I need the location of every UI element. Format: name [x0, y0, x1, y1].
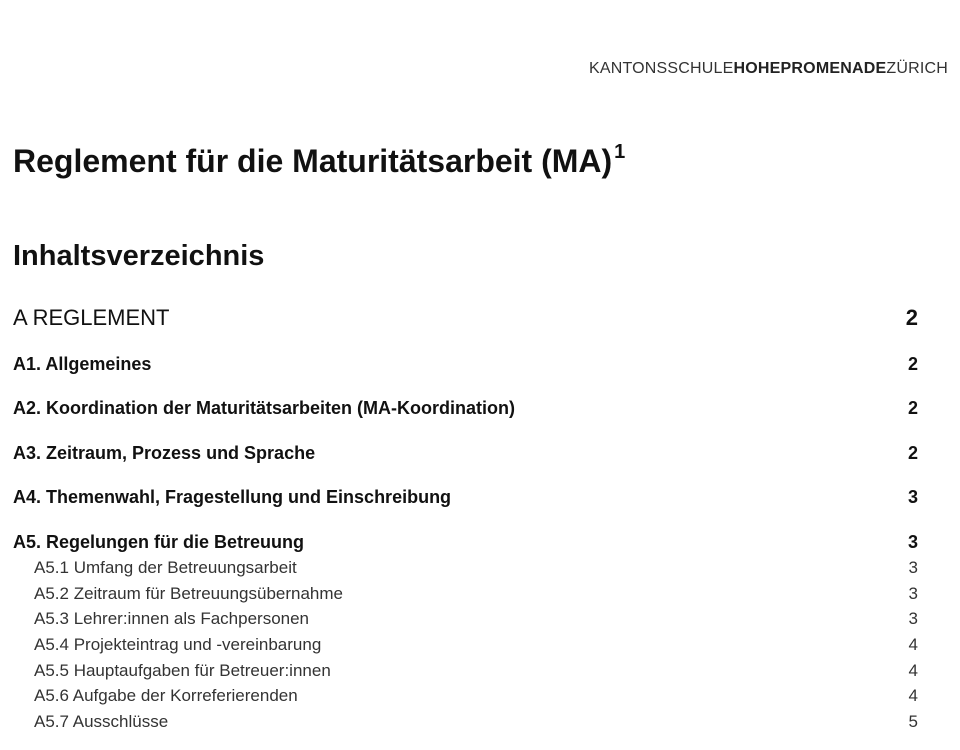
toc-heading: Inhaltsverzeichnis: [13, 240, 265, 272]
toc-entry-label: A5.4 Projekteintrag und -vereinbarung: [34, 635, 322, 654]
toc-entry-page: 3: [907, 487, 918, 507]
toc-entry-page: 4: [908, 686, 918, 705]
toc-entry-a2[interactable]: [13, 398, 918, 419]
toc-entry-label: A5.7 Ausschlüsse: [34, 712, 169, 731]
toc-entry-page: 2: [907, 398, 918, 418]
toc-entry-page: 5: [908, 712, 918, 731]
school-name-part2: HOHEPROMENADE: [733, 60, 887, 77]
toc-entry-a4[interactable]: [13, 487, 918, 508]
toc-entry-page: 4: [908, 661, 918, 680]
toc-entry-page: 2: [905, 305, 918, 330]
toc-entry-label: A1. Allgemeines: [13, 354, 152, 374]
toc-entry-page: 3: [908, 558, 918, 577]
toc-entry-a5-2[interactable]: [34, 584, 918, 604]
school-name-part1: KANTONSSCHULE: [588, 60, 734, 77]
toc-entry-a5-4[interactable]: [34, 635, 918, 655]
school-header: [589, 60, 948, 78]
toc-entry-label: A5.5 Hauptaufgaben für Betreuer:innen: [34, 661, 331, 680]
toc-entry-page: 3: [907, 532, 918, 552]
toc-entry-a5-6[interactable]: [34, 686, 918, 706]
toc-entry-label: A4. Themenwahl, Fragestellung und Einschreibung: [13, 487, 452, 507]
toc-entry-page: 4: [908, 635, 918, 654]
toc-entry-page: 3: [908, 584, 918, 603]
toc-entry-a5-5[interactable]: [34, 661, 918, 681]
toc-entry-a3[interactable]: [13, 443, 918, 464]
toc-entry-a-reglement[interactable]: [13, 305, 918, 331]
toc-entry-label: A5.6 Aufgabe der Korreferierenden: [34, 686, 298, 705]
title-footnote-link[interactable]: 1: [614, 141, 626, 164]
toc-entry-label: A5. Regelungen für die Betreuung: [13, 532, 305, 552]
toc-entry-label: A3. Zeitraum, Prozess und Sprache: [13, 443, 316, 463]
toc-entry-page: 2: [907, 443, 918, 463]
toc-entry-a5[interactable]: [13, 532, 918, 553]
toc-entry-page: 3: [908, 609, 918, 628]
school-name-part3: ZÜRICH: [886, 60, 948, 77]
document-title-text: Reglement für die Maturitätsarbeit (MA): [13, 143, 613, 179]
toc-entry-label: A REGLEMENT: [13, 305, 170, 330]
toc-entry-label: A2. Koordination der Maturitätsarbeiten (MA-Koordination): [13, 398, 515, 418]
toc-entry-a1[interactable]: [13, 354, 918, 375]
toc-entry-page: 2: [907, 354, 918, 374]
toc-entry-a5-1[interactable]: [34, 558, 918, 578]
toc-entry-label: A5.3 Lehrer:innen als Fachpersonen: [34, 609, 310, 628]
toc-entry-label: A5.2 Zeitraum für Betreuungsübernahme: [34, 584, 344, 603]
document-title: [13, 143, 625, 180]
toc-entry-a5-3[interactable]: [34, 609, 918, 629]
toc-entry-a5-7[interactable]: [34, 712, 918, 732]
toc-entry-label: A5.1 Umfang der Betreuungsarbeit: [34, 558, 297, 577]
